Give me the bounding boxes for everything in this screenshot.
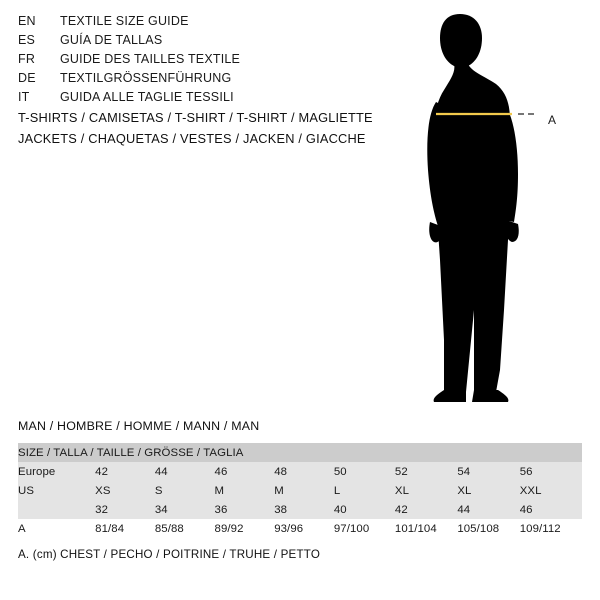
language-code: DE [18,71,36,85]
silhouette-svg [400,10,600,410]
cell-europe-5: 52 [394,465,408,478]
cell-europe-6: 54 [457,465,471,478]
cell-europe-3: 48 [274,465,288,478]
male-silhouette-figure [400,10,600,410]
cell-usnum-2: 36 [214,503,228,516]
cell-a-7: 109/112 [519,522,561,535]
cell-usnum-3: 38 [274,503,288,516]
cell-a-2: 89/92 [214,522,244,535]
cell-europe-7: 56 [519,465,533,478]
cell-a-4: 97/100 [333,522,370,535]
language-text: GUÍA DE TALLAS [60,33,163,47]
table-title-man: MAN / HOMBRE / HOMME / MANN / MAN [18,419,260,433]
table-row [18,500,582,519]
language-code: FR [18,52,36,66]
table-row [18,481,582,500]
chest-measure-label: A [548,113,557,127]
table-header-row [18,443,582,462]
cell-us-6: XL [457,484,472,497]
category-block [18,110,373,152]
cell-us-1: S [154,484,163,497]
language-code: IT [18,90,30,104]
cell-a-3: 93/96 [274,522,304,535]
cell-us-4: L [333,484,341,497]
language-row [18,33,418,52]
cell-usnum-7: 46 [519,503,533,516]
language-text: TEXTILGRÖSSENFÜHRUNG [60,71,232,85]
cell-usnum-6: 44 [457,503,471,516]
table-row [18,519,582,538]
cell-us-7: XXL [519,484,542,497]
cell-europe-1: 44 [154,465,168,478]
language-text: TEXTILE SIZE GUIDE [60,14,189,28]
cell-us-5: XL [394,484,410,497]
language-row [18,71,418,90]
cell-usnum-4: 40 [333,503,347,516]
cell-usnum-0: 32 [95,503,109,516]
language-text: GUIDE DES TAILLES TEXTILE [60,52,241,66]
cell-europe-0: 42 [95,465,109,478]
cell-us-0: XS [95,484,111,497]
cell-a-1: 85/88 [154,522,184,535]
size-table [18,443,582,538]
category-jackets: JACKETS / CHAQUETAS / VESTES / JACKEN / GIACCHE [18,131,366,146]
footnote-chest: A. (cm) CHEST / PECHO / POITRINE / TRUHE / PETTO [18,548,321,561]
table-header-label: SIZE / TALLA / TAILLE / GRÖSSE / TAGLIA [18,446,244,459]
cell-a-5: 101/104 [394,522,437,535]
cell-usnum-1: 34 [154,503,168,516]
language-code: ES [18,33,36,47]
language-guide-block [18,14,418,109]
category-tshirts: T-SHIRTS / CAMISETAS / T-SHIRT / T-SHIRT / MAGLIETTE [18,110,373,125]
row-label-europe: Europe [18,465,56,478]
language-text: GUIDA ALLE TAGLIE TESSILI [60,90,234,104]
cell-us-2: M [214,484,225,497]
table-row [18,462,582,481]
cell-a-6: 105/108 [457,522,500,535]
row-label-a: A [18,522,26,535]
cell-us-3: M [274,484,284,497]
row-label-us-numeric [18,500,95,519]
language-code: EN [18,14,36,28]
language-row [18,52,418,71]
cell-usnum-5: 42 [394,503,408,516]
row-label-us: US [18,484,35,497]
cell-europe-4: 50 [333,465,347,478]
language-row [18,90,418,109]
cell-a-0: 81/84 [95,522,125,535]
cell-europe-2: 46 [214,465,228,478]
language-row [18,14,418,33]
